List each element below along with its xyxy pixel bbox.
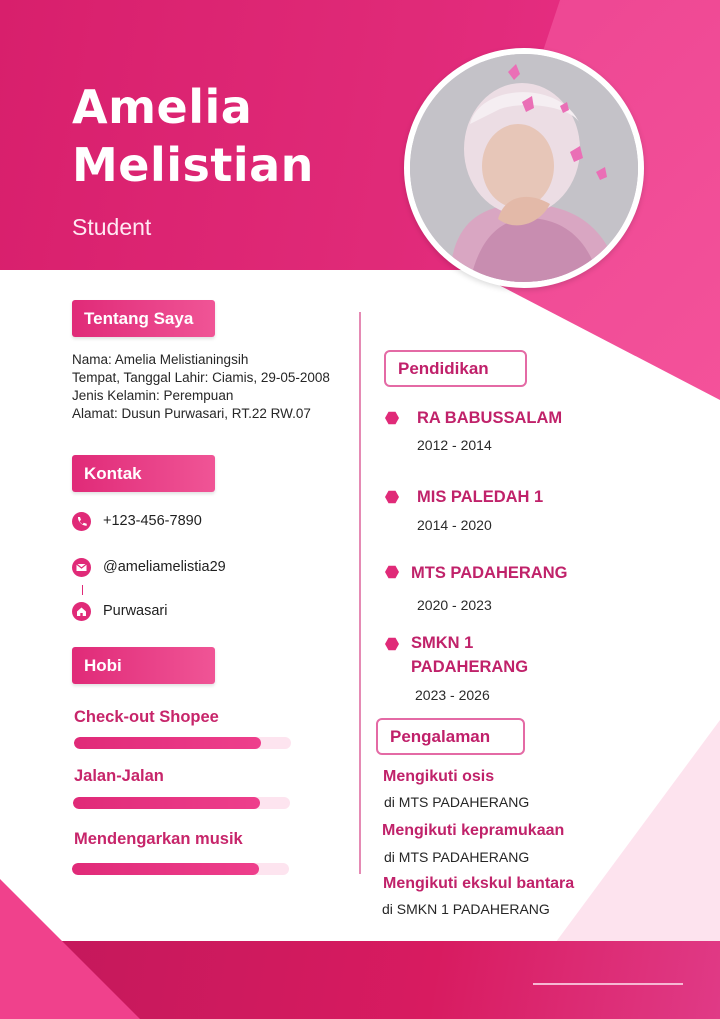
hobby-label: Mendengarkan musik	[74, 830, 243, 848]
contact-phone[interactable]	[72, 510, 272, 532]
education-years: 2020 - 2023	[417, 597, 492, 613]
about-section-title: Tentang Saya	[72, 300, 215, 337]
education-school: MIS PALEDAH 1	[417, 488, 544, 506]
experience-place: di MTS PADAHERANG	[384, 849, 530, 865]
contact-section-title: Kontak	[72, 455, 215, 492]
mail-icon	[72, 558, 91, 577]
hobby-label: Check-out Shopee	[74, 708, 219, 726]
about-line-gender: Jenis Kelamin: Perempuan	[72, 388, 234, 403]
education-years: 2014 - 2020	[417, 517, 492, 533]
about-line-address: Alamat: Dusun Purwasari, RT.22 RW.07	[72, 406, 311, 421]
hobby-section-title: Hobi	[72, 647, 215, 684]
column-divider	[359, 312, 361, 874]
hobby-bar	[72, 863, 289, 875]
hobby-bar	[73, 797, 290, 809]
education-school: SMKN 1 PADAHERANG	[411, 634, 529, 676]
experience-title: Mengikuti ekskul bantara	[383, 875, 575, 892]
about-line-birth: Tempat, Tanggal Lahir: Ciamis, 29-05-2008	[72, 370, 330, 385]
hobby-bar-fill	[72, 863, 259, 875]
role-title: Student	[72, 214, 152, 240]
last-name: Melistian	[72, 138, 314, 192]
education-school: RA BABUSSALAM	[417, 409, 563, 427]
contact-email[interactable]	[72, 556, 272, 578]
first-name: Amelia	[72, 80, 253, 134]
education-years: 2012 - 2014	[417, 437, 492, 453]
address-text: Purwasari	[103, 603, 168, 619]
experience-place: di MTS PADAHERANG	[384, 794, 530, 810]
phone-number: +123-456-7890	[103, 513, 202, 529]
contact-divider	[82, 585, 83, 595]
education-section-title: Pendidikan	[384, 350, 527, 387]
experience-section-title: Pengalaman	[376, 718, 525, 755]
hobby-bar-fill	[74, 737, 261, 749]
hobby-bar	[74, 737, 291, 749]
profile-photo	[404, 48, 644, 288]
about-line-name: Nama: Amelia Melistianingsih	[72, 352, 249, 367]
hobby-label: Jalan-Jalan	[74, 767, 164, 785]
portrait-illustration	[410, 54, 638, 282]
experience-place: di SMKN 1 PADAHERANG	[382, 901, 550, 917]
contact-address	[72, 600, 272, 622]
education-years: 2023 - 2026	[415, 687, 490, 703]
email-handle: @ameliamelistia29	[103, 559, 226, 575]
home-icon	[72, 602, 91, 621]
experience-title: Mengikuti osis	[383, 768, 495, 785]
experience-title: Mengikuti kepramukaan	[382, 822, 565, 839]
phone-icon	[72, 512, 91, 531]
profile-photo-image	[410, 54, 638, 282]
about-details	[72, 351, 330, 423]
side-decoration	[550, 720, 720, 950]
education-school: MTS PADAHERANG	[411, 564, 568, 582]
footer-line	[533, 983, 683, 985]
hobby-bar-fill	[73, 797, 260, 809]
full-name	[72, 78, 314, 194]
